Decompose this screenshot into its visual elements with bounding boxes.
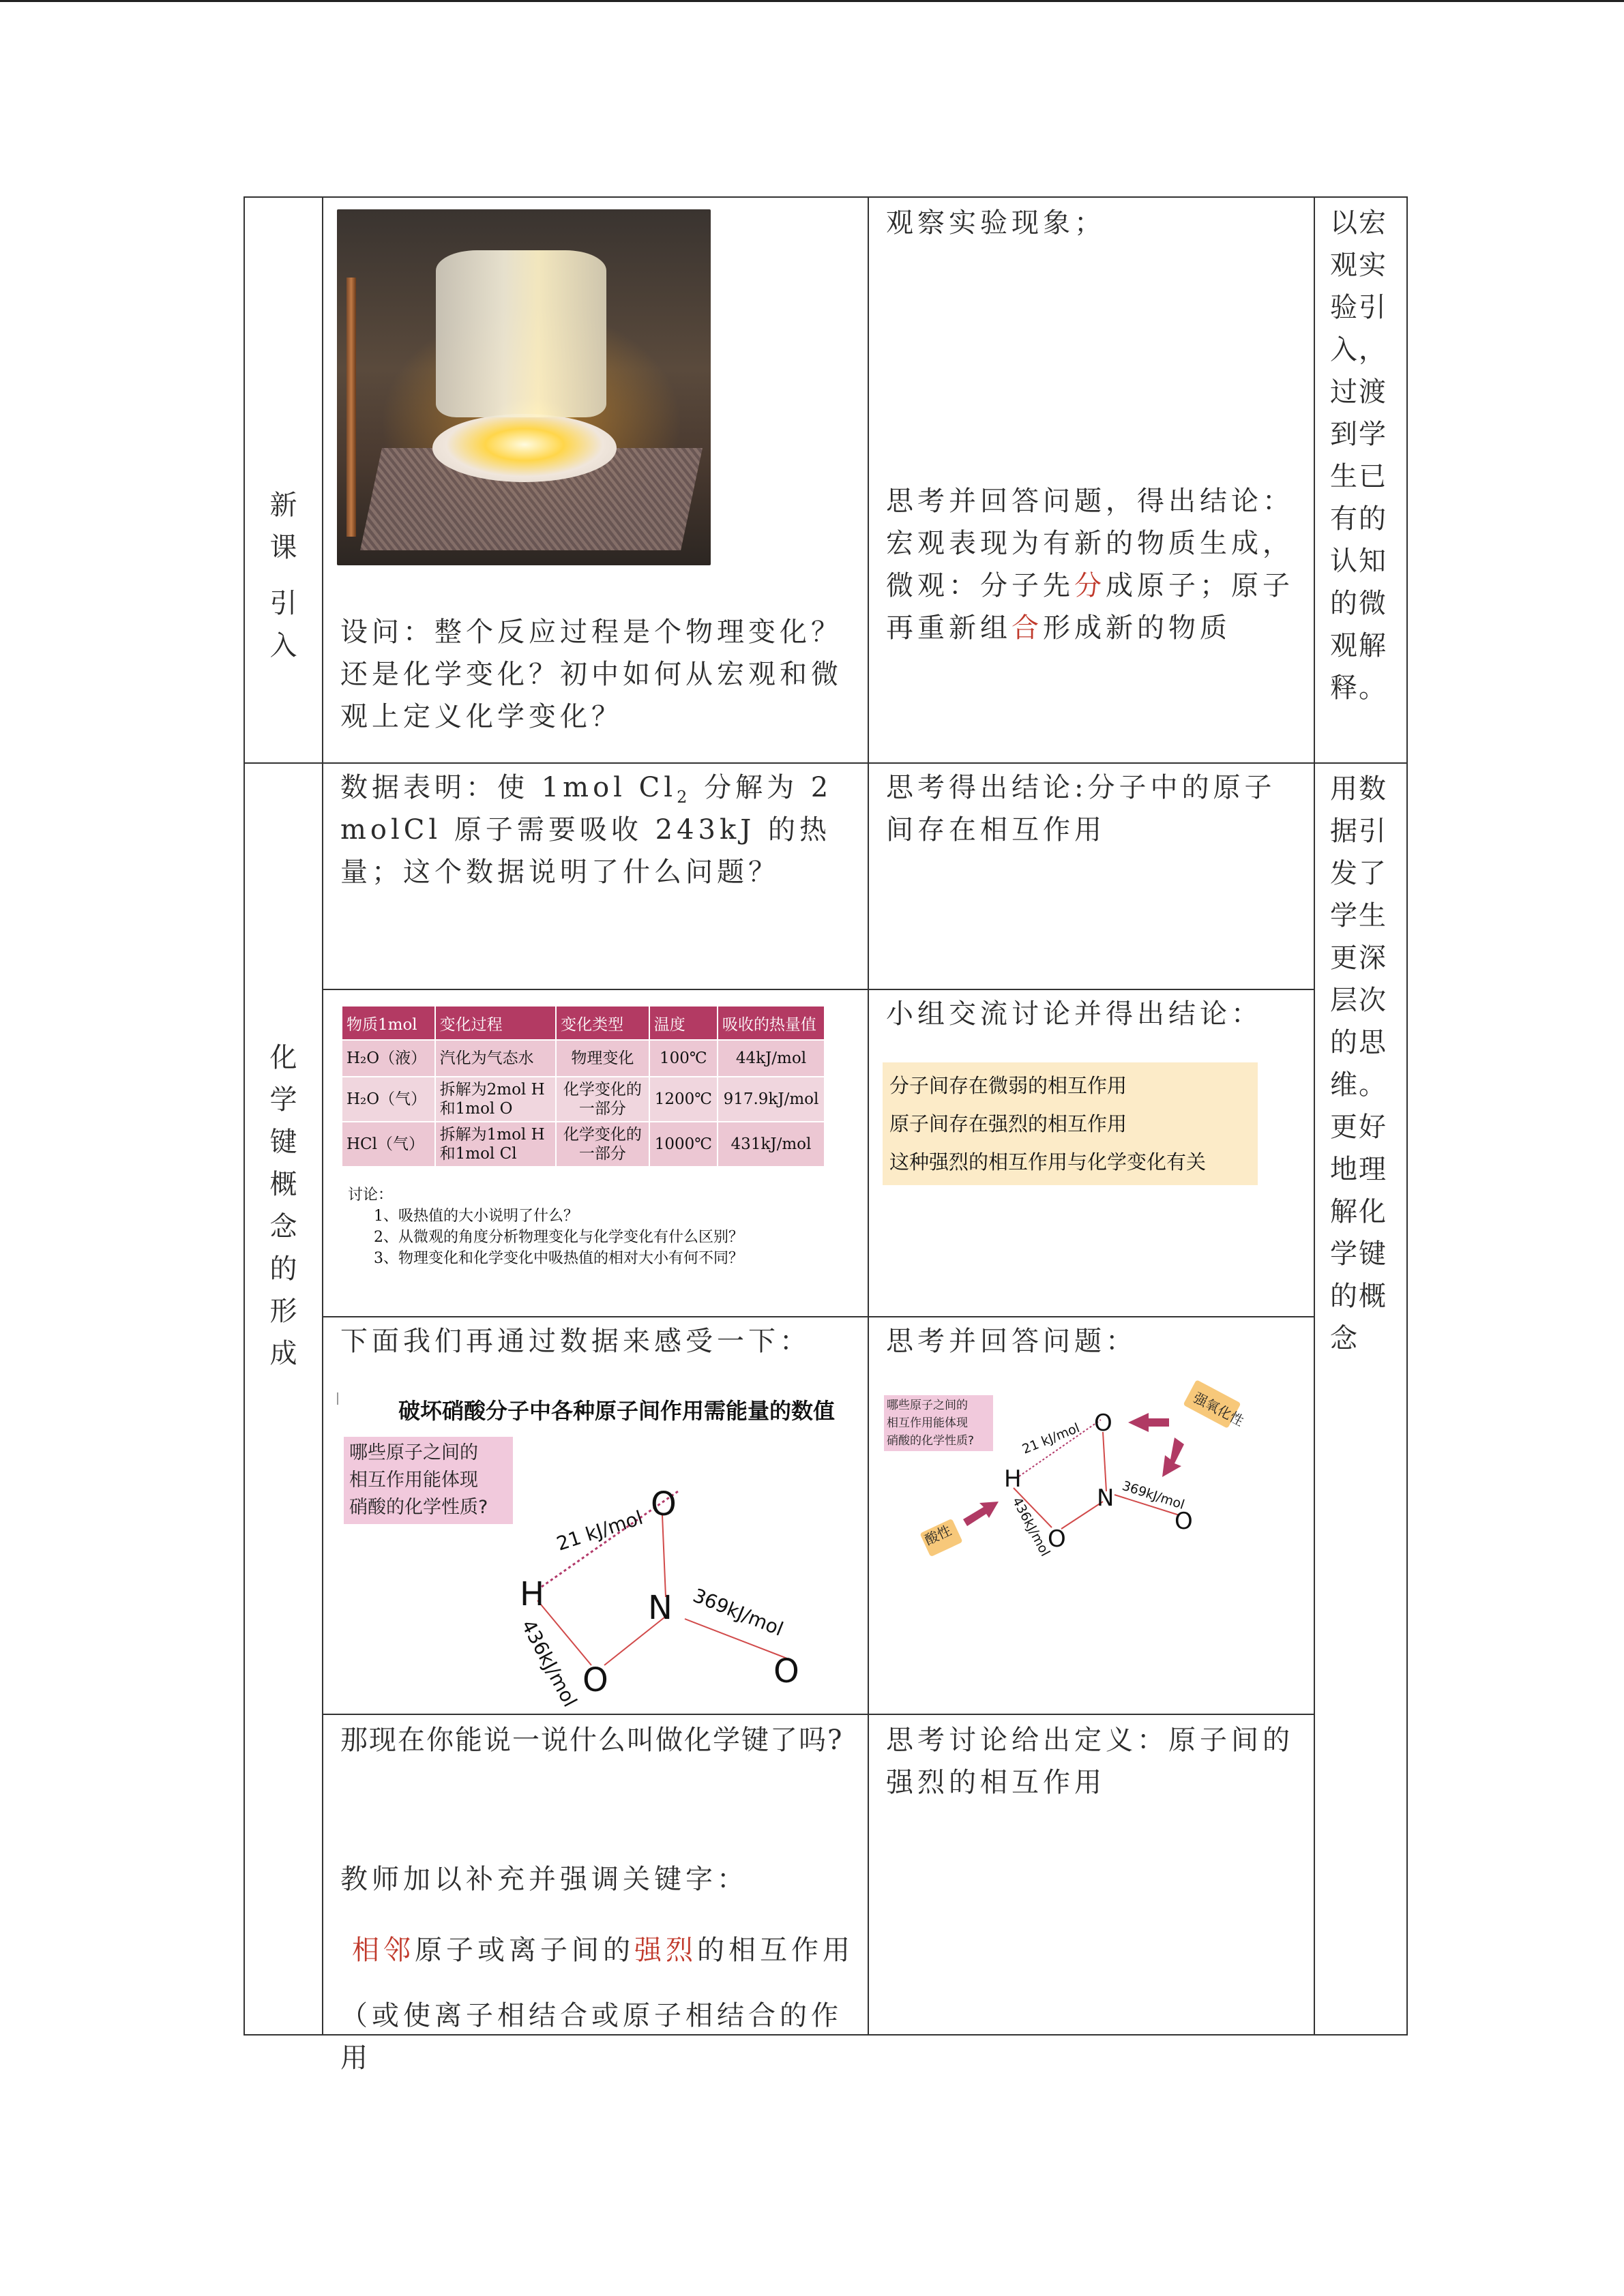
small-energy-ho: 436kJ/mol: [1009, 1495, 1053, 1559]
n-o-top-bond: [662, 1515, 666, 1597]
student-cell-table: [868, 989, 1315, 1317]
small-atom-n: N: [1097, 1485, 1114, 1512]
intent-text-concept: 用数 据引 发了 学生 更深 层次 的思 维。 更好 地理 解化 学键 的概 念: [1330, 773, 1387, 1354]
experiment-photo: [337, 209, 711, 565]
energy-label-weak: 21 kJ/mol: [553, 1506, 646, 1555]
student-cell-nitric: [868, 1316, 1315, 1715]
nitric-annotated-diagram: [869, 1317, 1312, 1716]
observe-text: 观察实验现象；: [886, 207, 1106, 239]
atom-o-lower: O: [582, 1661, 608, 1699]
intent-text-intro: 以宏 观实 验引 入， 过渡 到学 生已 有的 认知 的微 观解 释。: [1330, 207, 1387, 704]
intent-cell-intro: [1314, 196, 1408, 764]
small-atom-o-top: O: [1094, 1410, 1112, 1437]
chemical-bond-definition: 相邻原子或离子间的强烈的相互作用: [352, 1935, 854, 1966]
cl2-data-text: 数据表明：使 1mol $Cl_2$ 分解为 2 molCl 原子需要吸收 243kJ 的热量；这个数据说明了什么问题？: [340, 772, 833, 888]
beaker: [436, 250, 606, 417]
stage-cell-intro: [243, 196, 323, 764]
table-row: HCl（气） 拆解为1mol H和1mol Cl 化学变化的一部分 1000℃ 431kJ/mol: [342, 1122, 825, 1167]
teacher-cell-nitric: [322, 1316, 869, 1715]
atom-h: H: [520, 1575, 545, 1613]
lesson-plan-table: [243, 196, 1408, 2074]
teacher-supplement: 教师加以补充并强调关键字：: [340, 1864, 748, 1895]
energy-label-no: 369kJ/mol: [690, 1583, 787, 1641]
definition-answer: 思考讨论给出定义：原子间的强烈的相互作用: [886, 1725, 1294, 1798]
conclusion-box: 分子间存在微弱的相互作用 原子间存在强烈的相互作用 这种强烈的相互作用与化学变化有关: [883, 1062, 1258, 1185]
arrow-down-icon: [1162, 1437, 1184, 1477]
copper-rod: [346, 278, 356, 537]
small-atom-o-right: O: [1175, 1508, 1193, 1535]
arrow-left-icon: [1128, 1413, 1169, 1432]
small-atom-o-lower: O: [1048, 1525, 1066, 1553]
definition-question: 那现在你能说一说什么叫做化学键了吗?: [340, 1725, 844, 1756]
small-atom-h: H: [1004, 1465, 1022, 1493]
oxidizing-tag: 强氧化性: [1190, 1389, 1247, 1429]
table-row: H₂O（液） 汽化为气态水 物理变化 100℃ 44kJ/mol: [342, 1040, 825, 1077]
student-cell-intro: [868, 196, 1315, 764]
table-row: H₂O（气） 拆解为2mol H和1mol O 化学变化的一部分 1200℃ 917.9kJ/mol: [342, 1077, 825, 1122]
stage-cell-concept: [243, 762, 323, 2036]
teacher-cell-definition: [322, 1714, 869, 2074]
intro-question: 设问：整个反应过程是个物理变化？还是化学变化？初中如何从宏观和微观上定义化学变化？: [340, 616, 842, 732]
small-question-box: 哪些原子之间的 相互作用能体现 硝酸的化学性质?: [884, 1395, 993, 1451]
small-energy-no: 369kJ/mol: [1120, 1478, 1187, 1513]
energy-table-header: 物质1mol 变化过程 变化类型 温度 吸收的热量值: [342, 1006, 825, 1040]
student-cell-data: [868, 762, 1315, 990]
teacher-cell-data: [322, 762, 869, 990]
teacher-cell-intro: [322, 196, 869, 764]
discussion-block: 讨论： 1、吸热值的大小说明了什么？ 2、从微观的角度分析物理变化与化学变化有什么区别？ 3、物理变化和化学变化中吸热值的相对大小有何不同？: [348, 1187, 743, 1267]
atom-o-top: O: [651, 1485, 677, 1523]
stage-label-intro: 新 课 引 入: [269, 490, 297, 661]
nitric-question-box: 哪些原子之间的 相互作用能体现 硝酸的化学性质?: [344, 1437, 513, 1524]
definition-alternative: （或使离子相结合或原子相结合的作用: [340, 2000, 842, 2074]
atom-o-right: O: [773, 1652, 799, 1690]
atom-n: N: [648, 1589, 673, 1627]
acid-tag-label: 酸性: [921, 1521, 954, 1549]
student-cell-definition: [868, 1714, 1315, 2036]
arrow-right-icon: [963, 1502, 999, 1526]
burning-dish: [432, 414, 617, 482]
intro-answer: 思考并回答问题，得出结论：宏观表现为有新的物质生成，微观：分子先分成原子；原子再重新组合形成新的物质: [886, 486, 1294, 644]
group-discussion-title: 小组交流讨论并得出结论：: [886, 998, 1263, 1030]
nitric-acid-diagram: [323, 1317, 869, 1716]
teacher-cell-table: [322, 989, 869, 1317]
small-n-o-top-bond: [1103, 1432, 1106, 1491]
nitric-answer-title: 思考并回答问题：: [886, 1326, 1137, 1357]
stage-label-concept: 化 学 键 概 念 的 形 成: [269, 1042, 297, 1369]
small-energy-weak: 21 kJ/mol: [1020, 1420, 1082, 1457]
energy-data-table: [341, 1005, 825, 1167]
nitric-figure-title: 破坏硝酸分子中各种原子间作用需能量的数值: [398, 1398, 836, 1424]
intent-cell-concept: [1314, 762, 1408, 2036]
page-top-rule: [0, 0, 1624, 2]
nitric-intro-text: 下面我们再通过数据来感受一下：: [340, 1326, 811, 1357]
data-conclusion: 思考得出结论:分子中的原子间存在相互作用: [886, 772, 1276, 846]
energy-label-ho: 436kJ/mol: [516, 1615, 582, 1711]
